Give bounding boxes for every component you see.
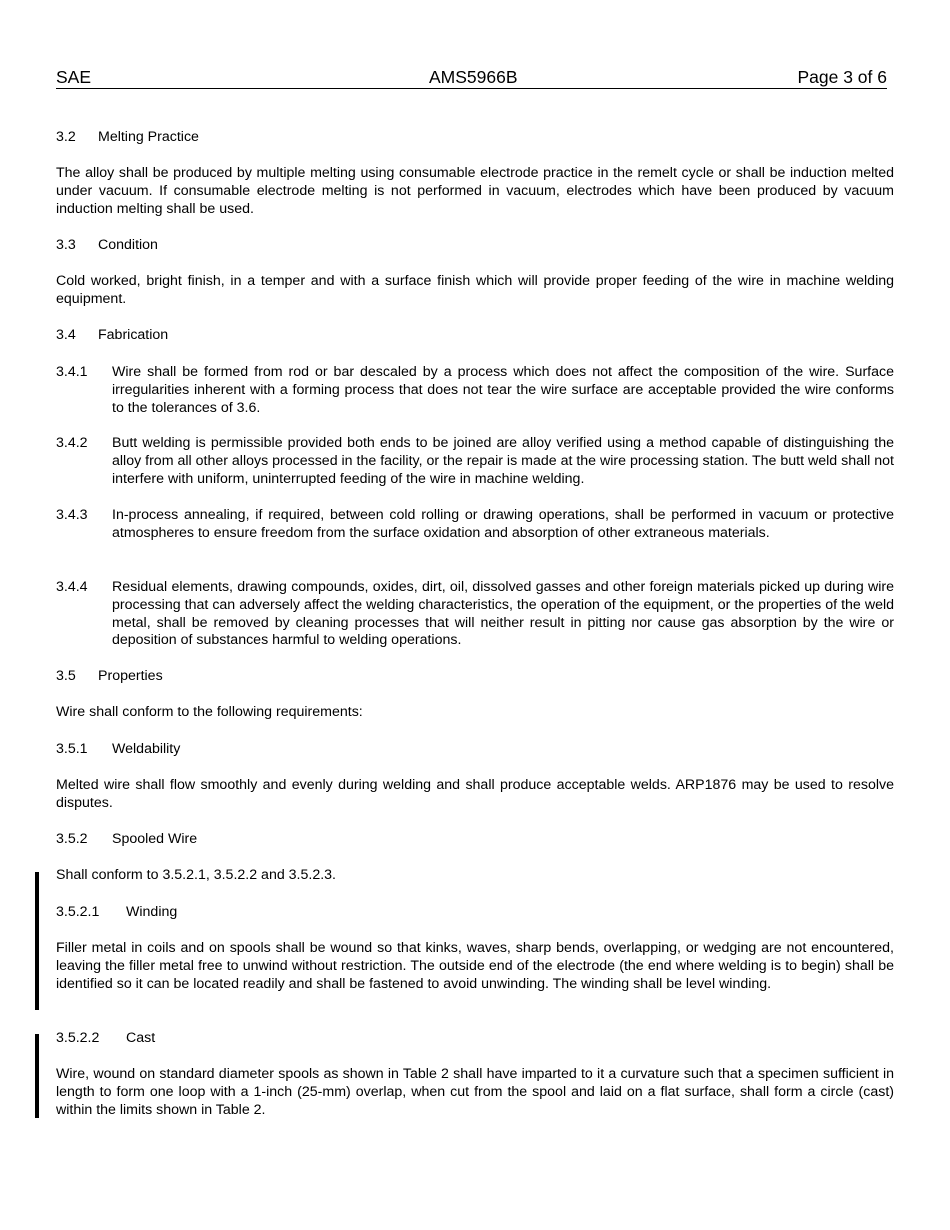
section-heading-3-5	[56, 668, 894, 686]
section-title: Cast	[126, 1030, 156, 1046]
section-paragraph-3-5: Wire shall conform to the following requirements:	[56, 704, 363, 720]
subsection-number: 3.4.2	[56, 435, 88, 451]
section-paragraph-3-3: Cold worked, bright finish, in a temper and with a surface finish which will provide proper feeding of the wire in machine welding equipment.	[56, 273, 894, 307]
header-page-number: Page 3 of 6	[797, 67, 887, 87]
subsection-3-4-4	[56, 579, 894, 650]
revision-change-bar	[35, 872, 39, 1010]
section-number: 3.5.2	[56, 831, 88, 847]
subsection-3-4-2	[56, 435, 894, 488]
revision-change-bar	[35, 1034, 39, 1118]
section-heading-3-5-2-2	[56, 1030, 894, 1048]
section-number: 3.4	[56, 327, 76, 343]
subsection-text: Residual elements, drawing compounds, oxides, dirt, oil, dissolved gasses and other foreign materials picked up during wire processing that can adversely affect the welding characteristics, the operation of the equipment, or the properties of the weld metal, shall be removed by cleaning processes that will neither result in pitting nor cause gas absorption by the wire or deposition of substances harmful to welding operations.	[112, 579, 894, 649]
subsection-3-4-1	[56, 364, 894, 417]
section-number: 3.5.2.2	[56, 1030, 100, 1046]
section-heading-3-5-2	[56, 831, 894, 849]
section-title: Properties	[98, 668, 163, 684]
section-title: Weldability	[112, 741, 181, 757]
section-paragraph-3-5-2-1: Filler metal in coils and on spools shall be wound so that kinks, waves, sharp bends, overlapping, or wedging are not encountered, leaving the filler metal free to unwind without restriction. The outside end of the electrode (the end where welding is to begin) shall be identified so it can be located readily and shall be fastened to avoid unwinding. The winding shall be level winding.	[56, 940, 894, 992]
section-title: Spooled Wire	[112, 831, 198, 847]
section-heading-3-4	[56, 327, 894, 345]
section-number: 3.3	[56, 237, 76, 253]
section-title: Condition	[98, 237, 158, 253]
section-heading-3-5-1	[56, 741, 894, 759]
section-paragraph-3-2: The alloy shall be produced by multiple melting using consumable electrode practice in the remelt cycle or shall be induction melted under vacuum. If consumable electrode melting is not performed in vacuum, electrodes which have been produced by vacuum induction melting shall be used.	[56, 165, 894, 217]
section-title: Winding	[126, 904, 178, 920]
subsection-number: 3.4.4	[56, 579, 88, 595]
section-title: Fabrication	[98, 327, 169, 343]
section-heading-3-2	[56, 129, 894, 147]
section-title: Melting Practice	[98, 129, 199, 145]
section-number: 3.5.1	[56, 741, 88, 757]
section-heading-3-5-2-1	[56, 904, 894, 922]
section-heading-3-3	[56, 237, 894, 255]
page-header	[56, 67, 887, 89]
subsection-number: 3.4.1	[56, 364, 88, 380]
section-paragraph-3-5-2: Shall conform to 3.5.2.1, 3.5.2.2 and 3.5.2.3.	[56, 867, 336, 883]
section-number: 3.2	[56, 129, 76, 145]
subsection-text: Butt welding is permissible provided both ends to be joined are alloy verified using a method capable of distinguishing the alloy from all other alloys processed in the facility, or the repair is made at the wire processing station. The butt weld shall not interfere with uniform, uninterrupted feeding of the wire in machine welding.	[112, 435, 894, 487]
subsection-3-4-3	[56, 507, 894, 543]
section-paragraph-3-5-1: Melted wire shall flow smoothly and evenly during welding and shall produce acceptable welds. ARP1876 may be used to resolve disputes.	[56, 777, 894, 811]
section-number: 3.5.2.1	[56, 904, 100, 920]
subsection-text: In-process annealing, if required, between cold rolling or drawing operations, shall be performed in vacuum or protective atmospheres to ensure freedom from the surface oxidation and absorption of other extraneous materials.	[112, 507, 894, 541]
subsection-number: 3.4.3	[56, 507, 88, 523]
header-org: SAE	[56, 67, 92, 87]
header-doc-number: AMS5966B	[429, 67, 518, 87]
section-number: 3.5	[56, 668, 76, 684]
section-paragraph-3-5-2-2: Wire, wound on standard diameter spools as shown in Table 2 shall have imparted to it a curvature such that a specimen sufficient in length to form one loop with a 1-inch (25-mm) overlap, when cut from the spool and laid on a flat surface, shall form a circle (cast) within the limits shown in Table 2.	[56, 1066, 894, 1118]
subsection-text: Wire shall be formed from rod or bar descaled by a process which does not affect the composition of the wire. Surface irregularities inherent with a forming process that does not tear the wire surface are acceptable provided the wire conforms to the tolerances of 3.6.	[112, 364, 894, 416]
